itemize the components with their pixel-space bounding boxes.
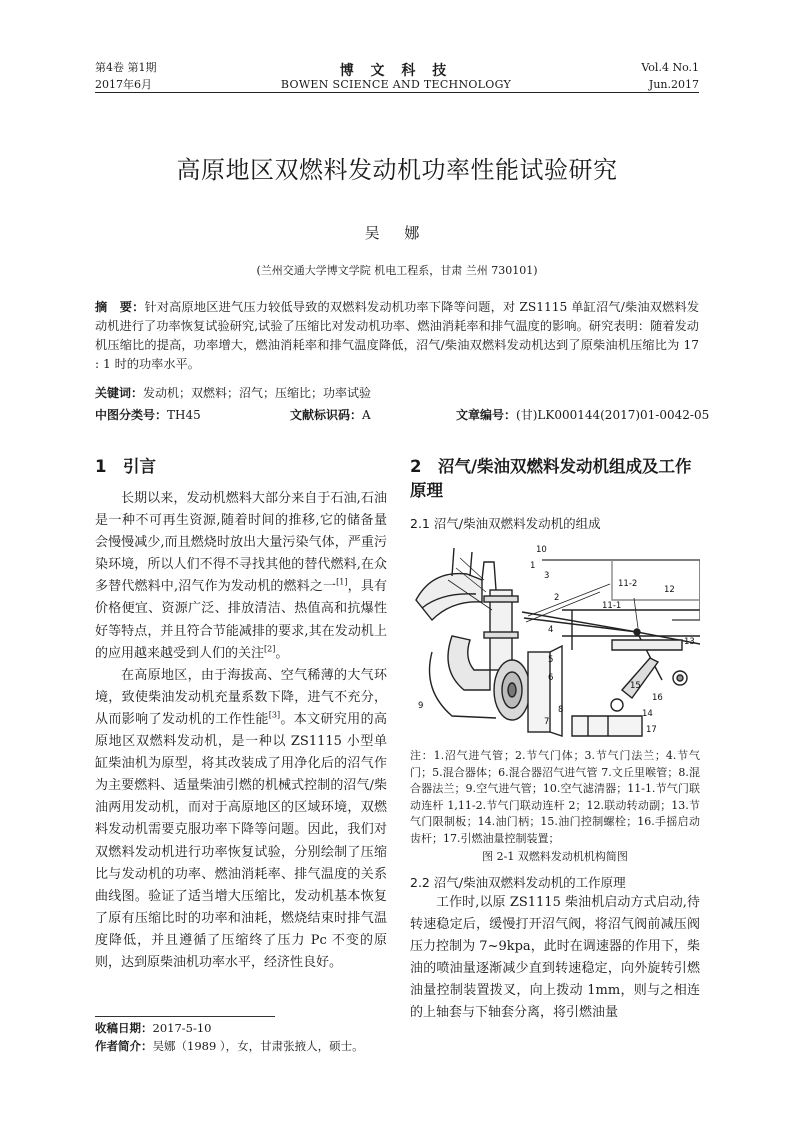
- citation-2[interactable]: [2]: [264, 644, 276, 654]
- engine-diagram: [412, 540, 700, 740]
- footnote-rule: [95, 1016, 275, 1017]
- section-2-2-body: [410, 892, 700, 1025]
- journal-subtitle: BOWEN SCIENCE AND TECHNOLOGY: [280, 78, 512, 91]
- journal-title: 博 文 科 技: [339, 63, 453, 79]
- document-code: [290, 406, 371, 423]
- clc-label: 中图分类号：: [95, 408, 168, 422]
- author-name: 吴 娜: [364, 224, 430, 242]
- fig-label-13: 13: [684, 637, 695, 647]
- figure-note: 注：1.沼气进气管；2.节气门体；3.节气门法兰；4.节气门；5.混合器体；6.混合器沼气进气管 7.文丘里喉管；8.混合器法兰；9.空气进气管；10.空气滤清器；11-1.节气门联动连杆 1,11-2.节气门联动连杆 2；12.联动转动副；13.节气门限制板；14.油门柄；15.油门控制螺栓；16.手摇启动齿杆；17.引燃油量控制装置；: [410, 749, 700, 845]
- header-date: 2017年6月: [95, 78, 152, 91]
- fig-label-5: 5: [548, 655, 554, 665]
- footnote-received: 收稿日期：2017-5-10: [95, 1021, 212, 1035]
- figure-caption: 图 2-1 双燃料发动机机构简图: [482, 850, 628, 863]
- section-1-heading: 1 引言: [95, 457, 156, 476]
- fig-label-17: 17: [646, 725, 657, 735]
- header-date-en: Jun.2017: [648, 78, 699, 91]
- keywords-label: 关键词：: [95, 386, 144, 400]
- abstract-text: 针对高原地区进气压力较低导致的双燃料发动机功率下降等问题，对 ZS1115 单缸沼气/柴油双燃料发动机进行了功率恢复试验研究,试验了压缩比对发动机功率、燃油消耗率和排气温度的影响。研究表明：随着发动机压缩比的提高，功率增大，燃油消耗率和排气温度降低，沼气/柴油双燃料发动机达到了原柴油机压缩比为 17 : 1 时的功率水平。: [95, 300, 700, 371]
- header-rule: [95, 92, 699, 93]
- section-2-2-paragraph-1: 工作时,以原 ZS1115 柴油机启动方式启动,待转速稳定后，缓慢打开沼气阀，将沼气阀前减压阀压力控制为 7~9kpa，此时在调速器的作用下，柴油的喷油量逐渐减少直到转速稳定，向外旋转引燃油量控制装置拨叉，向上拨动 1mm，则与之相连的上轴套与下轴套分离，将引燃油量: [410, 895, 700, 1021]
- fig-label-3: 3: [544, 571, 550, 581]
- clc-number: [95, 406, 201, 423]
- fig-label-9: 9: [418, 701, 424, 711]
- article-number: [456, 406, 709, 423]
- section-2-heading: 2 沼气/柴油双燃料发动机组成及工作原理: [410, 457, 692, 500]
- citation-1[interactable]: [1]: [336, 578, 348, 588]
- fig-label-1: 1: [530, 561, 536, 571]
- section-1-paragraph-1: 长期以来，发动机燃料大部分来自于石油,石油是一种不可再生资源,随着时间的推移,它的储备量会慢慢减少,而且燃烧时放出大量污染气体，严重污染环境，所以人们不得不寻找其他的替代燃料,在众多替代燃料中,沼气作为发动机的燃料之一[1]，具有价格便宜、资源广泛、排放清洁、热值高和抗爆性好等特点，并且符合节能减排的要求,其在发动机上的应用越来越受到人们的关注[2]。: [95, 491, 387, 661]
- header-issue: 第4卷 第1期: [95, 61, 157, 74]
- document-code-label: 文献标识码：: [290, 408, 363, 422]
- fig-label-11-2: 11-2: [618, 579, 638, 589]
- fig-label-16: 16: [652, 693, 663, 703]
- abstract: [95, 298, 699, 374]
- section-1-paragraph-2: 在高原地区，由于海拔高、空气稀薄的大气环境，致使柴油发动机充量系数下降，进气不充分，从而影响了发动机的工作性能[3]。本文研究用的高原地区双燃料发动机，是一种以 ZS1115 小型单缸柴油机为原型，将其改装成了用净化后的沼气作为主要燃料、适量柴油引燃的机械式控制的沼气/柴油两用发动机，而对于高原地区的区域环境，双燃料发动机需要克服功率下降等问题。因此，我们对双燃料发动机进行功率恢复试验，分别绘制了压缩比与发动机的功率、燃油消耗率、排气温度的关系曲线图。验证了适当增大压缩比，发动机基本恢复了原有压缩比时的功率和油耗，燃烧结束时排气温度降低，并且遵循了压缩终了压力 Pc 不变的原则，达到原柴油机功率水平，经济性良好。: [95, 667, 387, 970]
- document-code-value: A: [362, 408, 371, 422]
- fig-label-8: 8: [558, 705, 564, 715]
- article-number-label: 文章编号：: [456, 408, 517, 422]
- subsection-2-1-heading: 2.1 沼气/柴油双燃料发动机的组成: [410, 516, 601, 531]
- section-1-body: [95, 488, 387, 974]
- fig-label-7: 7: [544, 717, 550, 727]
- fig-label-12: 12: [664, 585, 675, 595]
- fig-label-15: 15: [630, 681, 641, 691]
- affiliation: (兰州交通大学博文学院 机电工程系，甘肃 兰州 730101): [256, 264, 538, 277]
- fig-label-4: 4: [548, 625, 554, 635]
- keywords: [95, 384, 371, 401]
- keywords-text: 发动机；双燃料；沼气；压缩比；功率试验: [143, 386, 372, 400]
- fig-label-6: 6: [548, 673, 554, 683]
- footnote-author: 作者简介：吴娜（1989 ），女，甘肃张掖人，硕士。: [95, 1039, 364, 1053]
- fig-label-11-1: 11-1: [602, 601, 622, 611]
- fig-label-2: 2: [554, 593, 560, 603]
- subsection-2-2-heading: 2.2 沼气/柴油双燃料发动机的工作原理: [410, 875, 626, 890]
- header-volume: Vol.4 No.1: [641, 61, 699, 74]
- abstract-label: 摘 要：: [95, 300, 145, 314]
- fig-label-14: 14: [642, 709, 653, 719]
- paper-title: 高原地区双燃料发动机功率性能试验研究: [176, 156, 618, 184]
- clc-value: TH45: [167, 408, 201, 422]
- citation-3[interactable]: [3]: [268, 710, 281, 720]
- fig-label-10: 10: [536, 545, 547, 555]
- article-number-value: (甘)LK000144(2017)01-0042-05: [516, 408, 710, 422]
